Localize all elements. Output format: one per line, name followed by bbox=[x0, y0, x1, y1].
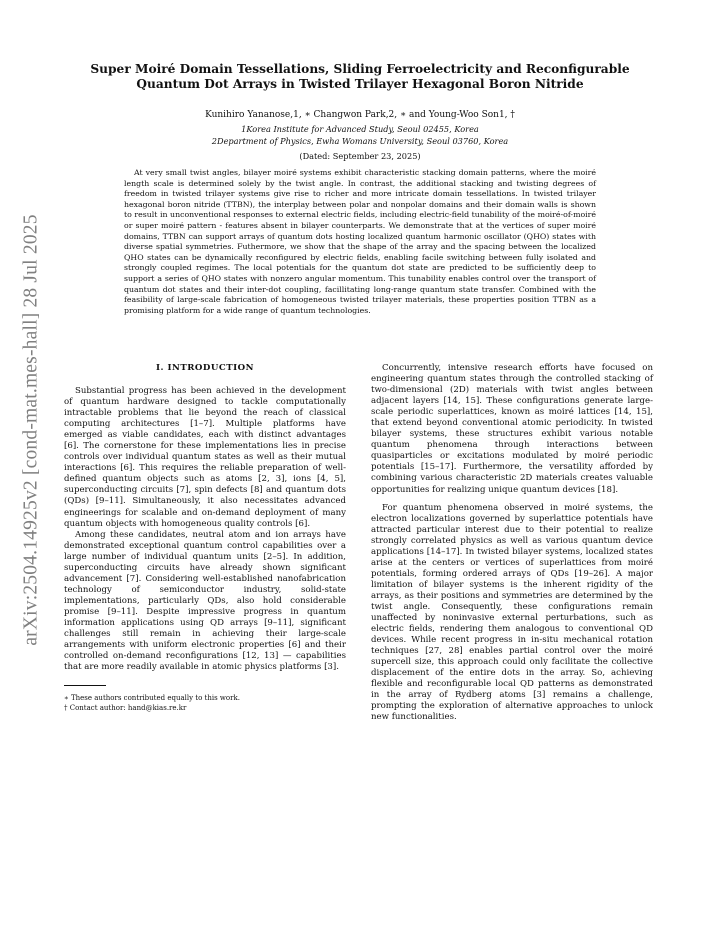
footnote-contact-author: † Contact author: hand@kias.re.kr bbox=[64, 703, 187, 712]
right-column bbox=[371, 363, 653, 724]
intro-paragraph-4: For quantum phenomena observed in moiré systems, the electron localizations governed by superlattice potentials have attracted particular interest due to their potential to realize strongly correlated physics as well as various quantum device applications [14–17]. In twisted bilayer systems, localized states arise at the centers or vertices of superlattices from moiré potentials, forming ordered arrays of QDs [19–26]. A major limitation of bilayer systems is the inherent rigidity of the arrays, as their positions and symmetries are determined by the twist angle. Consequently, these configurations remain unaffected by noninvasive external perturbations, such as electric fields, rendering them analogous to conventional QD devices. While recent progress in in-situ mechanical rotation techniques [27, 28] enables partial control over the moiré supercell size, this approach could only facilitate the collective displacement of the entire dots in the array. So, achieving flexible and reconfigurable local QD patterns as demonstrated in the array of Rydberg atoms [3] remains a challenge, prompting the exploration of alternative approaches to unlock new functionalities. bbox=[371, 502, 653, 723]
paper-title: Super Moiré Domain Tessellations, Sliding Ferroelectricity and Reconfigurable Quantum Dot Arrays in Twisted Trilayer Hexagonal Boron Nitride bbox=[90, 62, 630, 91]
intro-paragraph-2: Among these candidates, neutral atom and ion arrays have demonstrated exceptional quantum control capabilities over a large number of individual quantum units [2–5]. In addition, superconducting circuits have already shown significant advancement [7]. Considering well-established nanofabrication technology of semiconductor industry, solid-state implementations, particularly QDs, also hold considerable promise [9–11]. Despite impressive progress in quantum information applications using QD arrays [9–11], significant challenges still remain in achieving their large-scale arrangements with uniform electronic properties [6] and their controlled on-demand reconfigurations [12, 13] — capabilities that are more readily available in atomic physics platforms [3]. bbox=[64, 529, 346, 673]
affiliation-1: 1Korea Institute for Advanced Study, Seoul 02455, Korea bbox=[241, 124, 479, 134]
paragraph-gap bbox=[371, 496, 653, 503]
author-list: Kunihiro Yananose,1, ∗ Changwon Park,2, ∗ and Young-Woo Son1, † bbox=[205, 110, 515, 120]
left-column bbox=[64, 363, 346, 713]
arxiv-identifier-stamp bbox=[18, 205, 46, 655]
section-heading-introduction: I. INTRODUCTION bbox=[156, 363, 254, 373]
arxiv-identifier-text: arXiv:2504.14925v2 [cond-mat.mes-hall] 28 Jul 2025 bbox=[21, 214, 43, 646]
abstract: At very small twist angles, bilayer moiré systems exhibit characteristic stacking domain patterns, where the moiré length scale is determined solely by the twist angle. In contrast, the additional stacking and twisting degrees of freedom in twisted trilayer systems give rise to richer and more intricate domain tessellations. In twisted trilayer hexagonal boron nitride (TTBN), the interplay between polar and nonpolar domains and their domain walls is shown to result in unconventional responses to external electric fields, including electric-field tunability of the moiré-of-moiré or super moiré pattern - features absent in bilayer counterparts. We demonstrate that at the vertices of super moiré domains, TTBN can support arrays of quantum dots hosting localized quantum harmonic oscillator (QHO) states with diverse spatial symmetries. Futhermore, we show that the shape of the array and the spacing between the localized QHO states can be dynamically reconfigured by electric fields, enabling facile switching between fully isolated and strongly coupled regimes. The local potentials for the quantum dot state are predicted to be sufficiently deep to support a series of QHO states with nonzero angular momentum. This tunability enables control over the transport of quantum dot states and their inter-dot coupling, facillitating long-range quantum state transfer. Combined with the feasibility of large-scale fabrication of homogeneous twisted trilayer materials, these properties position TTBN as a promising platform for a wide range of quantum technologies. bbox=[124, 168, 596, 315]
footnote-equal-contribution: ∗ These authors contributed equally to this work. bbox=[64, 694, 240, 703]
affiliation-2: 2Department of Physics, Ewha Womans University, Seoul 03760, Korea bbox=[211, 136, 509, 146]
intro-paragraph-3: Concurrently, intensive research efforts have focused on engineering quantum states through the controlled stacking of two-dimensional (2D) materials with twist angles between adjacent layers [14, 15]. These configurations generate large-scale periodic superlattices, known as moiré lattices [14, 15], that extend beyond conventional atomic periodicity. In twisted bilayer systems, these structures exhibit various notable quantum phenomena through interactions between quasiparticles or excitations modulated by moiré periodic potentials [15–17]. Furthermore, the versatility afforded by combining various characteristic 2D materials creates valuable opportunities for realizing unique quantum devices [18]. bbox=[371, 363, 653, 495]
footnote-rule bbox=[64, 685, 106, 686]
intro-paragraph-1: Substantial progress has been achieved in the development of quantum hardware designed to tackle computationally intractable problems that lie beyond the reach of classical computing architectures [1–7]. Multiple platforms have emerged as viable candidates, each with distinct advantages [6]. The cornerstone for these implementations lies in precise controls over individual quantum states as well as their mutual interactions [6]. This requires the reliable preparation of well-defined quantum objects such as atoms [2, 3], ions [4, 5], superconducting circuits [7], spin defects [8] and quantum dots (QDs) [9–11]. Simultaneously, it also necessitates advanced engineerings for scalable and on-demand deployment of many quantum objects with homogeneous quality controls [6]. bbox=[64, 386, 346, 529]
dated-line: (Dated: September 23, 2025) bbox=[299, 151, 421, 161]
